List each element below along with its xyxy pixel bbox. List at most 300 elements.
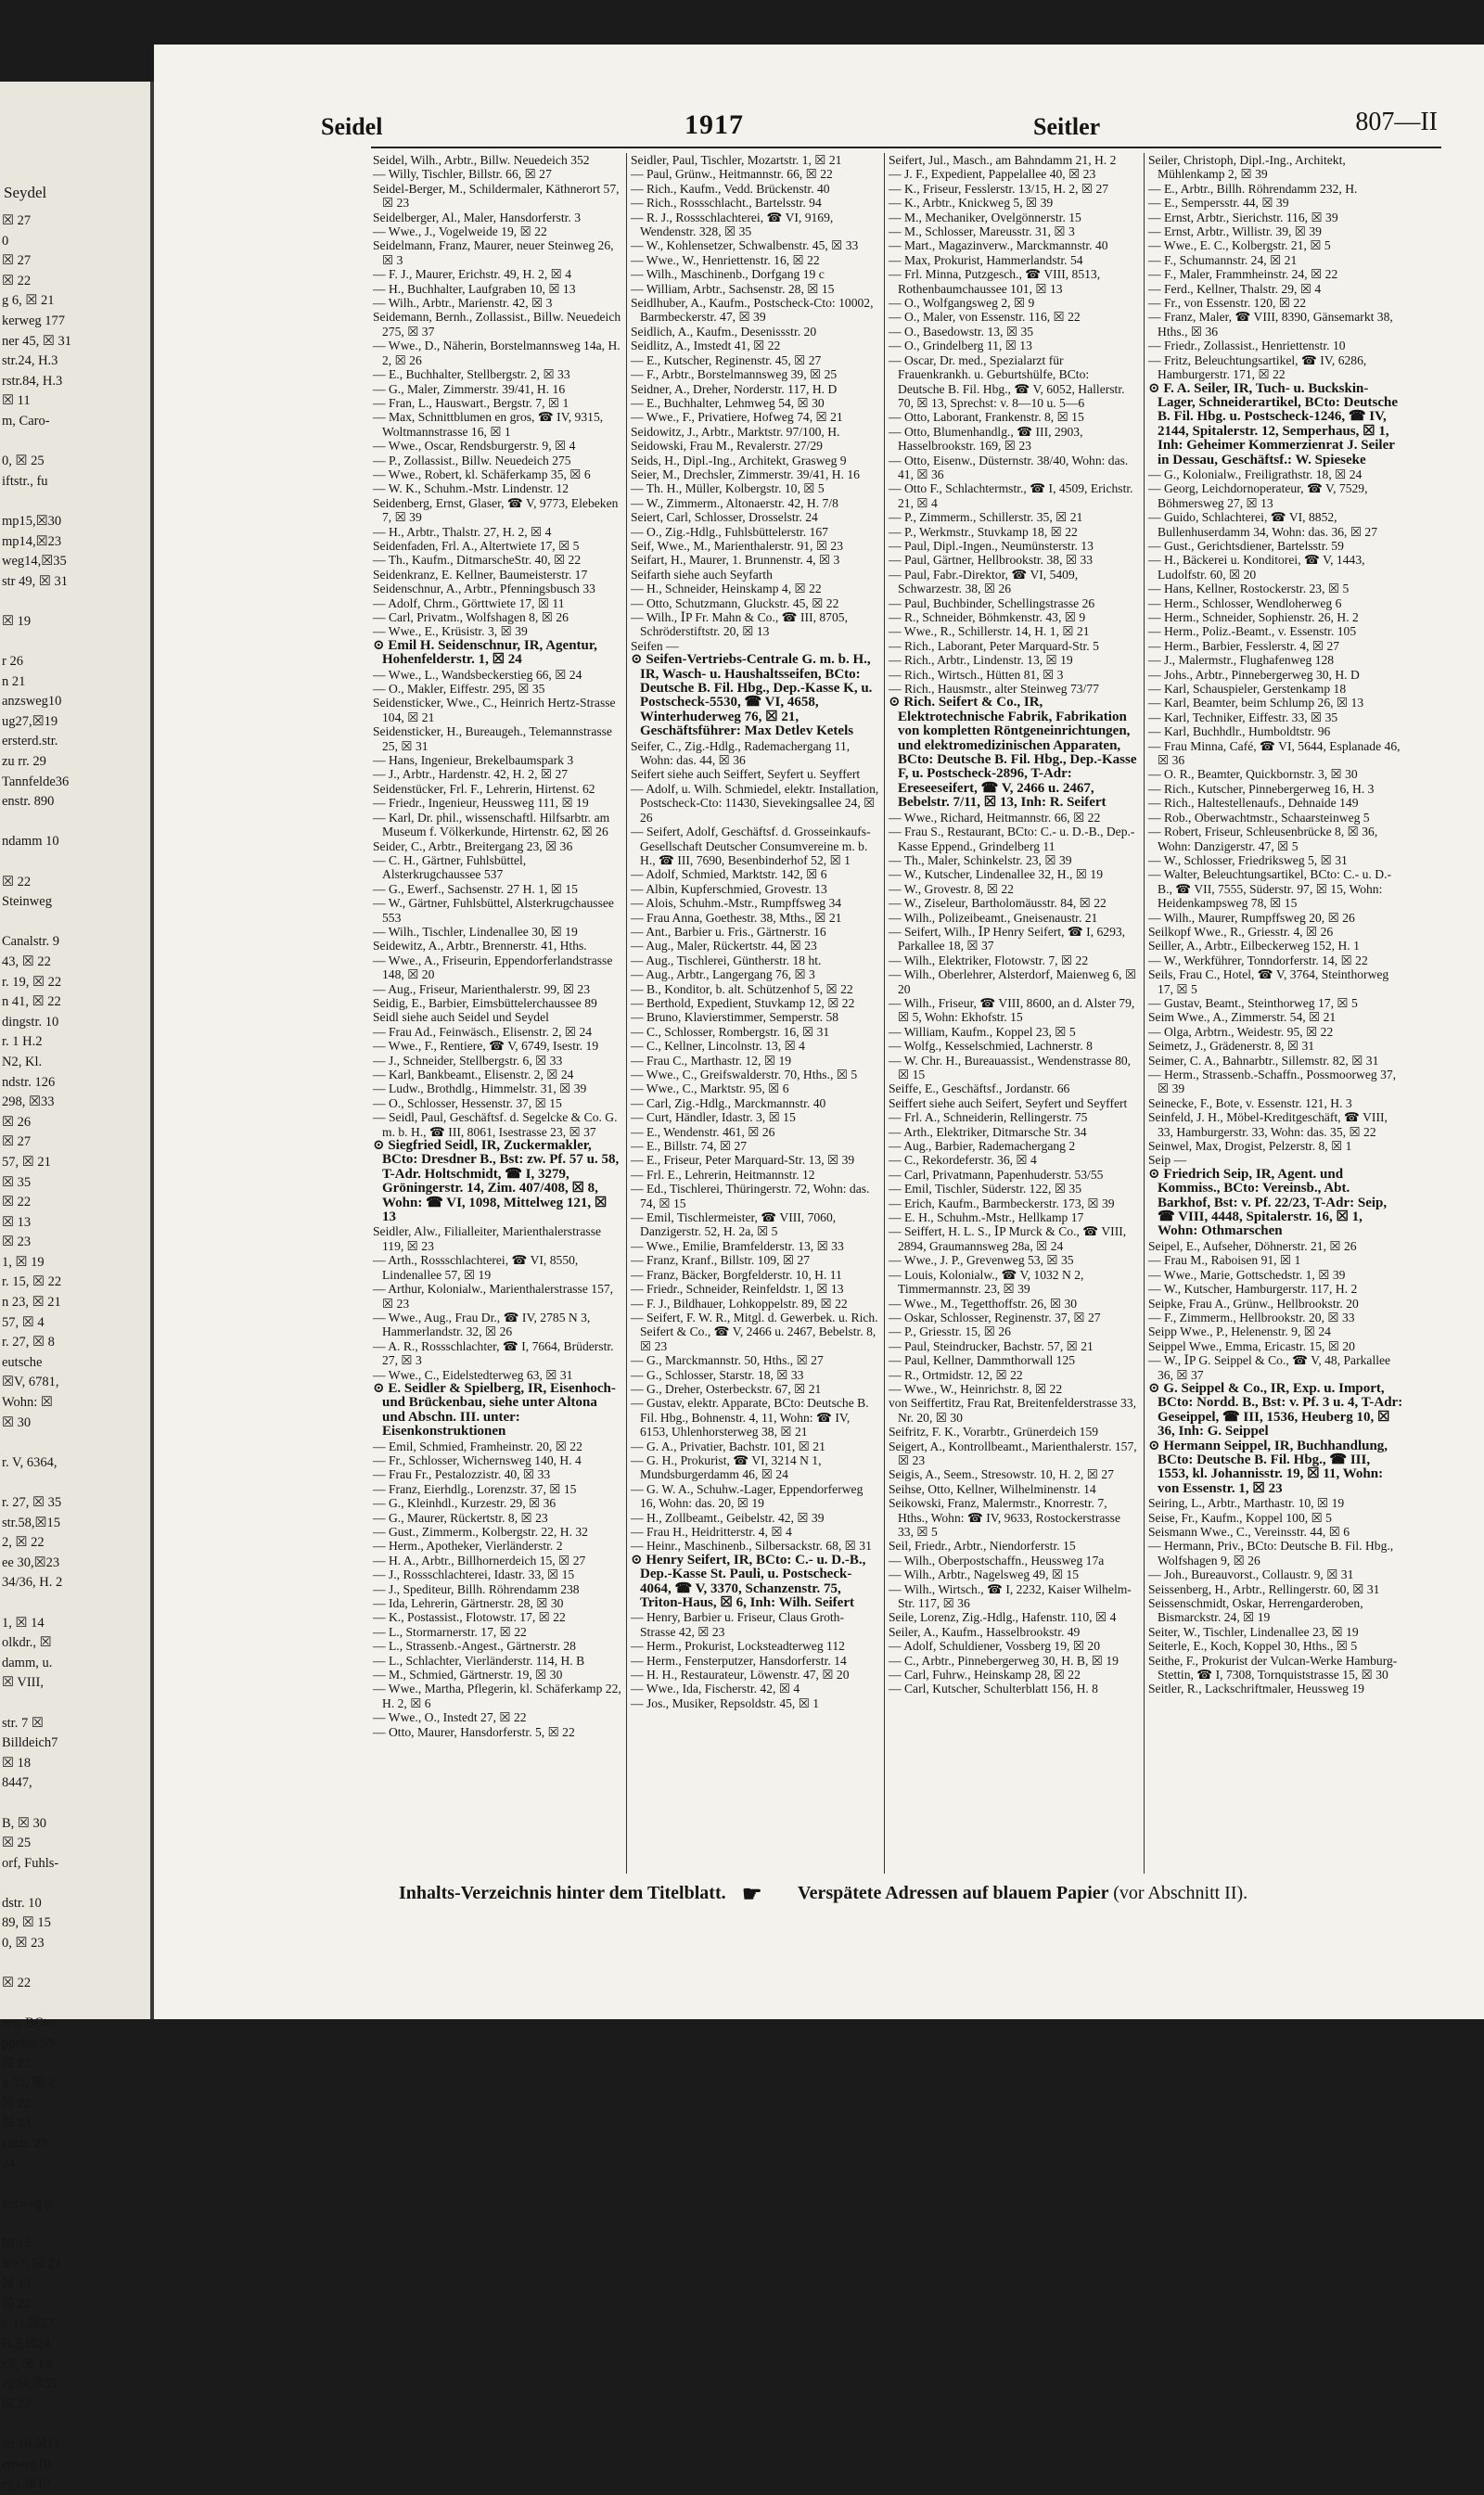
directory-column-4	[1148, 153, 1404, 1874]
facing-page-line: 57, ☒ 21	[2, 1154, 51, 1170]
facing-page-line: m, Caro-	[2, 413, 50, 429]
directory-entry: — Seidl, Paul, Geschäftsf. d. Segelcke & Co. G. m. b. H., ☎ III, 8061, Isestrasse 23, ☒ 37	[373, 1110, 618, 1139]
facing-page-line	[2, 492, 71, 512]
directory-entry: Seidlhuber, A., Kaufm., Postscheck-Cto: 10002, Barmbeckerstr. 47, ☒ 39	[631, 296, 874, 325]
facing-page-line: r 26	[2, 654, 23, 670]
directory-entry: — Frau H., Heidritterstr. 4, ☒ 4	[631, 1525, 792, 1539]
directory-entry: — Franz, Kranf., Billstr. 109, ☒ 27	[631, 1253, 811, 1268]
directory-entry: — Herm., Barbier, Fesslerstr. 4, ☒ 27	[1148, 638, 1340, 653]
facing-page-line: ☒ 13	[2, 2276, 32, 2292]
facing-page-line: eutsche	[2, 1354, 43, 1370]
directory-entry: — Fr., Schlosser, Wichernsweg 140, H. 4	[373, 1452, 582, 1467]
directory-entry: — Aug., Maler, Rückertstr. 44, ☒ 23	[631, 939, 817, 953]
facing-page-line: ndstr. 126	[2, 1074, 56, 1090]
directory-entry: — W. Chr. H., Bureauassist., Wendenstrasse 80, ☒ 15	[889, 1053, 1132, 1081]
facing-page-line	[2, 913, 71, 933]
directory-entry: — Aug., Arbtr., Langergang 76, ☒ 3	[631, 967, 815, 982]
directory-entry: — G., Ewerf., Sachsenstr. 27 H. 1, ☒ 15	[373, 881, 578, 896]
directory-entry: — Wwe., J. P., Grevenweg 53, ☒ 35	[889, 1253, 1074, 1268]
directory-entry: — Wilh., Wirtsch., ☎ I, 2232, Kaiser Wilhelm-Str. 117, ☒ 36	[889, 1581, 1132, 1611]
directory-entry: Seidler, Alw., Filialleiter, Marienthalerstrasse 119, ☒ 23	[373, 1224, 602, 1253]
directory-entry: — Franz, Eierhdlg., Lorenzstr. 37, ☒ 15	[373, 1481, 577, 1496]
directory-entry: — W., Werkführer, Tonndorferstr. 14, ☒ 22	[1148, 953, 1368, 967]
directory-entry: — Franz, Maler, ☎ VIII, 8390, Gänsemarkt 38, Hths., ☒ 36	[1148, 310, 1393, 339]
facing-page-line: Steinweg	[2, 894, 52, 910]
directory-entry: — Otto F., Schlachtermstr., ☎ I, 4509, Erichstr. 21, ☒ 4	[889, 481, 1133, 510]
directory-entry: — G., Maurer, Rückertstr. 8, ☒ 23	[373, 1510, 548, 1525]
directory-entry: — Wilh., Arbtr., Nagelsweg 49, ☒ 15	[889, 1567, 1080, 1582]
directory-entry: — Emil, Tischler, Süderstr. 122, ☒ 35	[889, 1182, 1082, 1196]
facing-page-line: ndamm 10	[2, 834, 59, 850]
column-divider	[884, 153, 885, 1874]
directory-entry: — G. A., Privatier, Bachstr. 101, ☒ 21	[631, 1439, 825, 1453]
directory-entry: Seidig, E., Barbier, Eimsbüttelerchaussee 89	[373, 995, 597, 1010]
column-divider	[626, 153, 627, 1874]
directory-entry: Seiler, A., Kaufm., Hasselbrookstr. 49	[889, 1624, 1081, 1639]
directory-entry: ⊙ Friedrich Seip, IR, Agent. und Kommiss., BCto: Vereinsb., Abt. Barkhof, Bst: v. Pf. 22/23, T-Adr: Seip, ☎ VIII, 4448, Spitalerstr. 16, ☒ 1, Wohn: Othmarschen	[1148, 1166, 1388, 1239]
directory-entry: — Ed., Tischlerei, Thüringerstr. 72, Wohn: das. 74, ☒ 15	[631, 1182, 870, 1210]
directory-entry: Seif, Wwe., M., Marienthalerstr. 91, ☒ 23	[631, 538, 844, 553]
directory-entry: — Heinr., Maschinenb., Silbersackstr. 68, ☒ 31	[631, 1539, 872, 1554]
directory-entry: — Wilh., Maurer, Rumpffsweg 20, ☒ 26	[1148, 910, 1355, 925]
directory-entry: — Herm., Schneider, Sophienstr. 26, H. 2	[1148, 610, 1359, 624]
directory-entry: — W., Ziseleur, Bartholomäusstr. 84, ☒ 22	[889, 896, 1107, 911]
directory-entry: — W., Kutscher, Lindenallee 32, H., ☒ 19	[889, 867, 1103, 882]
directory-entry: — G. W. A., Schuhw.-Lager, Eppendorferweg 16, Wohn: das. 20, ☒ 19	[631, 1481, 864, 1511]
facing-page-line: r.5, ☒ 19	[2, 2356, 52, 2372]
directory-entry: ⊙ Hermann Seippel, IR, Buchhandlung, BCto: Deutsche B. Fil. Hbg., ☎ III, 1553, kl. Johannisstr. 19, ☒ 11, Wohn: von Essenstr. 1, ☒ 23	[1148, 1438, 1388, 1496]
directory-entry: — Oskar, Schlosser, Reginenstr. 37, ☒ 27	[889, 1310, 1101, 1324]
directory-entry: — G., Dreher, Osterbeckstr. 67, ☒ 21	[631, 1381, 822, 1396]
directory-entry: — O., Maler, von Essenstr. 116, ☒ 22	[889, 310, 1081, 325]
facing-page-line: 34/36, H. 2	[2, 1575, 63, 1591]
directory-entry: — Arth., Elektriker, Ditmarsche Str. 34	[889, 1124, 1087, 1139]
directory-entry: — Seifert, Wilh., ⅠP Henry Seifert, ☎ I, 6293, Parkallee 18, ☒ 37	[889, 924, 1126, 953]
directory-entry: — Wwe., C., Greifswalderstr. 70, Hths., ☒ 5	[631, 1068, 858, 1081]
directory-entry: — Karl, Bankbeamt., Elisenstr. 2, ☒ 24	[373, 1068, 574, 1081]
directory-entry: — Wwe., R., Schillerstr. 14, H. 1, ☒ 21	[889, 624, 1090, 639]
facing-page-line: ☒ 27	[2, 1134, 32, 1150]
facing-page-line	[2, 1874, 71, 1894]
directory-entry: — C., Rekordeferstr. 36, ☒ 4	[889, 1153, 1037, 1168]
directory-entry: Seiler, Christoph, Dipl.-Ing., Architekt, Mühlenkamp 2, ☒ 39	[1148, 153, 1346, 182]
facing-page-line: ☒ 27	[2, 253, 32, 269]
facing-page-line: iftstr., fu	[2, 473, 48, 489]
directory-entry: — H., Zollbeamt., Geibelstr. 42, ☒ 39	[631, 1510, 825, 1525]
facing-page-line: g 6, ☒ 21	[2, 293, 55, 309]
directory-entry: — Ludw., Brothdlg., Himmelstr. 31, ☒ 39	[373, 1081, 587, 1096]
facing-page-line: H.5,☒24	[2, 2335, 51, 2351]
facing-page-line: r. V, 6364,	[2, 1454, 58, 1470]
directory-entry: — Frau S., Restaurant, BCto: C.- u. D.-B., Dep.-Kasse Eppend., Grindelberg 11	[889, 825, 1135, 853]
directory-entry: Seiffert siehe auch Seifert, Seyfert und Seyffert	[889, 1095, 1128, 1110]
directory-entry: — C., Schlosser, Rombergstr. 16, ☒ 31	[631, 1024, 830, 1039]
directory-entry: — Hermann, Priv., BCto: Deutsche B. Fil. Hbg., Wolfshagen 9, ☒ 26	[1148, 1539, 1394, 1567]
directory-entry: Seile, Lorenz, Zig.-Hdlg., Hafenstr. 110, ☒ 4	[889, 1610, 1117, 1625]
directory-entry: — Paul, Dipl.-Ingen., Neumünsterstr. 13	[889, 538, 1094, 553]
facing-page-line: Wohn: ☒	[2, 1395, 53, 1411]
pointing-hand-icon: ☛	[742, 1883, 762, 1907]
facing-page-line: Billdeich7	[2, 1735, 58, 1751]
directory-entry: — Otto, Blumenhandlg., ☎ III, 2903, Hasselbrookstr. 169, ☒ 23	[889, 424, 1083, 454]
directory-entry: — Wwe., J., Vogelweide 19, ☒ 22	[373, 224, 547, 239]
facing-page-line: ☒ 22	[2, 2055, 32, 2071]
directory-column-1	[373, 153, 621, 1874]
directory-entry: Seigis, A., Seem., Stresowstr. 10, H. 2, ☒ 27	[889, 1467, 1114, 1482]
facing-page-line: r. 27, ☒ 35	[2, 1495, 62, 1510]
directory-entry: — Friedr., Zollassist., Henriettenstr. 10	[1148, 339, 1346, 353]
directory-entry: — F., Schumannstr. 24, ☒ 21	[1148, 252, 1298, 267]
directory-entry: — P., Werkmstr., Stuvkamp 18, ☒ 22	[889, 524, 1078, 539]
facing-page-line: r. 15, ☒ 22	[2, 1274, 62, 1290]
facing-page-line: dstr. 10	[2, 1895, 42, 1911]
directory-entry: — Otto, Maurer, Hansdorferstr. 5, ☒ 22	[373, 1724, 575, 1739]
directory-entry: — Frl. A., Schneiderin, Rellingerstr. 75	[889, 1110, 1088, 1125]
directory-entry: — G., Kleinhdl., Kurzestr. 29, ☒ 36	[373, 1496, 556, 1511]
facing-page-line: 0	[2, 233, 9, 249]
directory-entry: — W., Kohlensetzer, Schwalbenstr. 45, ☒ 33	[631, 238, 859, 253]
facing-page-line: r. 1 H.2	[2, 1034, 43, 1050]
directory-entry: Seissenberg, H., Arbtr., Rellingerstr. 60, ☒ 31	[1148, 1581, 1380, 1596]
directory-entry: Seikowski, Franz, Malermstr., Knorrestr. 7, Hths., Wohn: ☎ IV, 9633, Rostockerstrasse 33, ☒ 5	[889, 1496, 1120, 1539]
facing-page-line: eg1,☒19	[2, 2476, 51, 2492]
facing-page-line: n 41, ☒ 22	[2, 994, 61, 1010]
directory-entry: Seinwel, Max, Drogist, Pelzerstr. 8, ☒ 1	[1148, 1139, 1352, 1154]
directory-entry: Seifritz, F. K., Vorarbtr., Grünerdeich 159	[889, 1425, 1099, 1439]
directory-entry: — Bruno, Klavierstimmer, Semperstr. 58	[631, 1010, 839, 1025]
facing-page-line: n 21	[2, 673, 26, 689]
directory-entry: Seiller, A., Arbtr., Eilbeckerweg 152, H. 1	[1148, 939, 1360, 953]
directory-entry: — Carl, Privatm., Wolfshagen 8, ☒ 26	[373, 610, 569, 624]
directory-entry: — E., Sempersstr. 44, ☒ 39	[1148, 196, 1289, 211]
directory-entry: Seidlich, A., Kaufm., Desenissstr. 20	[631, 324, 817, 339]
directory-entry: — Aug., Barbier, Rademachergang 2	[889, 1139, 1076, 1154]
directory-entry: — Louis, Kolonialw., ☎ V, 1032 N 2, Timmermannstr. 23, ☒ 39	[889, 1267, 1084, 1297]
facing-page-line: 1, ☒ 19	[2, 1254, 45, 1270]
facing-page-line: ☒ 26	[2, 1114, 32, 1130]
facing-page-line	[2, 592, 71, 612]
facing-page-line	[2, 852, 71, 873]
facing-page-line: 298, ☒33	[2, 1094, 55, 1110]
directory-entry: — E., Kutscher, Reginenstr. 45, ☒ 27	[631, 352, 822, 367]
facing-page-line	[2, 1794, 71, 1814]
directory-entry: von Seiffertitz, Frau Rat, Breitenfelderstrasse 33, Nr. 20, ☒ 30	[889, 1396, 1137, 1425]
directory-entry: Seimetz, J., Grädenerstr. 8, ☒ 31	[1148, 1039, 1315, 1054]
directory-entry: — Wwe., Martha, Pflegerin, kl. Schäferkamp 22, H. 2, ☒ 6	[373, 1682, 621, 1710]
directory-entry: — O., Grindelberg 11, ☒ 13	[889, 339, 1032, 353]
directory-entry: — Ida, Lehrerin, Gärtnerstr. 28, ☒ 30	[373, 1596, 564, 1611]
directory-entry: — Rich., Haltestellenaufs., Dehnaide 149	[1148, 796, 1359, 811]
facing-page	[0, 82, 160, 2492]
facing-page-line: ☒ 13	[2, 1214, 32, 1230]
directory-entry: — Wwe., F., Privatiere, Hofweg 74, ☒ 21	[631, 410, 843, 425]
facing-page-line: 24	[2, 2156, 16, 2171]
directory-entry: Seim Wwe., A., Zimmerstr. 54, ☒ 21	[1148, 1010, 1337, 1025]
directory-entry: Seihse, Otto, Kellner, Wilhelminenstr. 14	[889, 1481, 1096, 1496]
directory-entry: — Rich., Laborant, Peter Marquard-Str. 5	[889, 638, 1099, 653]
header-last-name: Seitler	[1033, 113, 1101, 140]
directory-entry: — Wwe., C., Eidelstedterweg 63, ☒ 31	[373, 1367, 573, 1382]
facing-page-header: Seydel	[4, 184, 47, 201]
directory-entry: — O., Schlosser, Hessenstr. 37, ☒ 15	[373, 1095, 562, 1110]
directory-entry: — L., Strassenb.-Angest., Gärtnerstr. 28	[373, 1639, 576, 1654]
directory-entry: Seier, M., Drechsler, Zimmerstr. 39/41, H. 16	[631, 467, 860, 481]
facing-page-line	[2, 2214, 71, 2234]
directory-entry: — Albin, Kupferschmied, Grovestr. 13	[631, 881, 827, 896]
directory-entry: — Willy, Tischler, Billstr. 66, ☒ 27	[373, 167, 552, 182]
directory-entry: — Wwe., Marie, Gottschedstr. 1, ☒ 39	[1148, 1267, 1346, 1282]
directory-entry: — J., Arbtr., Hardenstr. 42, H. 2, ☒ 27	[373, 767, 569, 782]
directory-entry: Seids, H., Dipl.-Ing., Architekt, Grasweg 9	[631, 453, 847, 467]
directory-entry: — O., Makler, Eiffestr. 295, ☒ 35	[373, 682, 545, 697]
facing-page-line: ☒ VIII,	[2, 1675, 44, 1691]
directory-entry: — Arth., Rossschlachterei, ☎ VI, 8550, Lindenallee 57, ☒ 19	[373, 1253, 579, 1282]
facing-page-line: enstr. 890	[2, 794, 55, 810]
directory-entry: — E., Friseur, Peter Marquard-Str. 13, ☒ 39	[631, 1153, 855, 1168]
directory-entry: — O., Wolfgangsweg 2, ☒ 9	[889, 296, 1035, 311]
directory-entry: — Karl, Techniker, Eiffestr. 33, ☒ 35	[1148, 710, 1338, 724]
directory-entry: — William, Arbtr., Sachsenstr. 28, ☒ 15	[631, 281, 835, 296]
directory-entry: — H., Arbtr., Thalstr. 27, H. 2, ☒ 4	[373, 524, 552, 539]
directory-entry: Seidlitz, A., Imstedt 41, ☒ 22	[631, 339, 781, 353]
directory-entry: Seils, Frau C., Hotel, ☎ V, 3764, Steinthorweg 17, ☒ 5	[1148, 967, 1389, 996]
directory-entry: — Carl, Kutscher, Schulterblatt 156, H. 8	[889, 1682, 1098, 1696]
directory-entry: — Herm., Fensterputzer, Hansdorferstr. 14	[631, 1653, 847, 1668]
facing-page-line	[2, 1473, 71, 1493]
directory-entry: — K., Postassist., Flotowstr. 17, ☒ 22	[373, 1610, 566, 1625]
directory-entry: — M., Schmied, Gärtnerstr. 19, ☒ 30	[373, 1668, 563, 1683]
directory-entry: — R., Ortmidstr. 12, ☒ 22	[889, 1367, 1023, 1382]
directory-entry: — F., Zimmerm., Hellbrookstr. 20, ☒ 33	[1148, 1310, 1355, 1324]
facing-page-line: str.16,☒11	[2, 2436, 60, 2451]
facing-page-line: ☒ 25	[2, 1836, 32, 1851]
directory-entry: Seidner, A., Dreher, Norderstr. 117, H. D	[631, 381, 838, 396]
directory-entry: ⊙ F. A. Seiler, IR, Tuch- u. Buckskin-Lager, Schneiderartikel, BCto: Deutsche B. Fil. Hbg. u. Postscheck-1246, ☎ IV, 2144, Spitalerstr. 12, Semperhaus, ☒ 1, Inh: Geheimer Kommerzienrat J. Seiler in Dessau, Geschäftsf.: W. Spieseke	[1148, 380, 1398, 467]
directory-entry: — W., Gärtner, Fuhlsbüttel, Alsterkrugchaussee 553	[373, 896, 614, 925]
directory-entry: Seidenstücker, Frl. F., Lehrerin, Hirtenst. 62	[373, 781, 595, 796]
directory-entry: — W., Schlosser, Friedriksweg 5, ☒ 31	[1148, 852, 1348, 867]
directory-entry: ⊙ Rich. Seifert & Co., IR, Elektrotechnische Fabrik, Fabrikation von kompletten Röntgeneinrichtungen, und elektromedizinischen Apparaten, BCto: Deutsche B. Fil. Hbg., Dep.-Kasse F, u. Postscheck-2896, T-Adr: Ereseeseifert, ☎ V, 2466 u. 2467, Bebelstr. 7/11, ☒ 13, Inh: R. Seifert	[889, 695, 1137, 811]
facing-page-line: ner 45, ☒ 31	[2, 333, 72, 349]
directory-entry: — R., Schneider, Böhmkenstr. 43, ☒ 9	[889, 610, 1086, 624]
directory-entry: ⊙ Seifen-Vertriebs-Centrale G. m. b. H., IR, Wasch- u. Haushaltsseifen, BCto: Deutsche B. Fil. Hbg., Dep.-Kasse K, u. Postscheck-5530, ☎ VI, 4658, Winterhuderweg 76, ☒ 21, Geschäftsführer: Max Detlev Ketels	[631, 652, 873, 739]
directory-entry: — Mart., Magazinverw., Marckmannstr. 40	[889, 238, 1108, 253]
facing-page-line: mp15,☒30	[2, 513, 62, 529]
directory-entry: — Paul, Steindrucker, Bachstr. 57, ☒ 21	[889, 1338, 1094, 1353]
directory-entry: — O., Zig.-Hdlg., Fuhlsbüttelerstr. 167	[631, 524, 828, 539]
facing-page-line: str.24, H.3	[2, 353, 58, 369]
directory-entry: Seigert, A., Kontrollbeamt., Marienthalerstr. 157, ☒ 23	[889, 1439, 1137, 1467]
directory-entry: — Ant., Barbier u. Fris., Gärtnerstr. 16	[631, 924, 826, 939]
directory-entry: Seismann Wwe., C., Vereinsstr. 44, ☒ 6	[1148, 1525, 1350, 1539]
directory-entry: — Rich., Kutscher, Pinnebergerweg 16, H. 3	[1148, 781, 1375, 796]
header-rule	[371, 147, 1441, 148]
directory-entry: — Wwe., F., Rentiere, ☎ V, 6749, Isestr. 19	[373, 1039, 599, 1054]
directory-entry: Seidenfaden, Frl. A., Altertwiete 17, ☒ 5	[373, 538, 580, 553]
directory-entry: — Frau M., Raboisen 91, ☒ 1	[1148, 1253, 1301, 1268]
directory-entry: — Wwe., Robert, kl. Schäferkamp 35, ☒ 6	[373, 467, 591, 481]
facing-page-line: ug27,☒19	[2, 713, 58, 729]
facing-page-line: ☒ 22	[2, 2396, 32, 2412]
directory-entry: — Fr., von Essenstr. 120, ☒ 22	[1148, 296, 1307, 311]
directory-entry: — H., Schneider, Heinskamp 4, ☒ 22	[631, 582, 822, 596]
facing-page-line: 57, ☒ 4	[2, 1314, 45, 1330]
facing-page-line: ☒ 35	[2, 1174, 32, 1190]
directory-entry: Seinfeld, J. H., Möbel-Kreditgeschäft, ☎ VIII, 33, Hamburgerstr. 33, Wohn: das. 35, ☒ 22	[1148, 1110, 1388, 1139]
facing-page-line: ☒ 15	[2, 2235, 32, 2251]
directory-entry: — Guido, Schlachterei, ☎ VI, 8852, Bullenhuserdamm 34, Wohn: das. 36, ☒ 27	[1148, 510, 1378, 539]
directory-entry: — Paul, Buchbinder, Schellingstrasse 26	[889, 595, 1095, 610]
directory-entry: — Wwe., L., Wandsbeckerstieg 66, ☒ 24	[373, 667, 582, 682]
facing-page-line: r. 19, ☒ 22	[2, 974, 62, 990]
directory-entry: — Wilh., Arbtr., Marienstr. 42, ☒ 3	[373, 296, 553, 311]
directory-entry: — W., Zimmerm., Altonaerstr. 42, H. 7/8	[631, 495, 838, 510]
directory-entry: Seifart, H., Maurer, 1. Brunnenstr. 4, ☒ 3	[631, 553, 840, 568]
directory-entry: — Gust., Gerichtsdiener, Bartelsstr. 59	[1148, 538, 1344, 553]
directory-entry: — Carl, Fuhrw., Heinskamp 28, ☒ 22	[889, 1668, 1081, 1683]
directory-entry: — Otto, Schutzmann, Gluckstr. 45, ☒ 22	[631, 595, 839, 610]
column-divider	[1144, 153, 1145, 1874]
facing-page-line: ☒ 22	[2, 874, 32, 889]
facing-page-line	[2, 1954, 71, 1975]
directory-entry: — G., Maler, Zimmerstr. 39/41, H. 16	[373, 381, 566, 396]
directory-entry: — Max, Schnittblumen en gros, ☎ IV, 9315, Woltmannstrasse 16, ☒ 1	[373, 410, 604, 439]
directory-entry: — Gustav, elektr. Apparate, BCto: Deutsche B. Fil. Hbg., Bohnenstr. 4, 11, Wohn: ☎ IV, 6153, Uhlenhorsterweg 38, ☒ 21	[631, 1396, 869, 1439]
directory-entry: — Aug., Friseur, Marienthalerstr. 99, ☒ 23	[373, 981, 591, 996]
directory-entry: — C., Kellner, Lincolnstr. 13, ☒ 4	[631, 1039, 805, 1054]
directory-entry: — W., Kutscher, Hamburgerstr. 117, H. 2	[1148, 1282, 1358, 1297]
directory-entry: — K., Arbtr., Knickweg 5, ☒ 39	[889, 196, 1054, 211]
directory-entry: — Frl. E., Lehrerin, Heitmannstr. 12	[631, 1167, 815, 1182]
directory-entry: — Robert, Friseur, Schleusenbrücke 8, ☒ 36, Wohn: Danzigerstr. 47, ☒ 5	[1148, 825, 1378, 853]
directory-entry: — Frau Fr., Pestalozzistr. 40, ☒ 33	[373, 1467, 551, 1482]
directory-entry: — Wilh., Tischler, Lindenallee 30, ☒ 19	[373, 924, 578, 939]
directory-entry: — Otto, Laborant, Frankenstr. 8, ☒ 15	[889, 410, 1084, 425]
facing-page-line: ner, BCto:	[2, 2015, 58, 2031]
directory-entry: Seider, C., Arbtr., Breitergang 23, ☒ 36	[373, 838, 573, 853]
directory-entry: — Adolf, Chrm., Görttwiete 17, ☒ 11	[373, 595, 565, 610]
directory-entry: Seidel-Berger, M., Schildermaler, Käthnerort 57, ☒ 23	[373, 181, 620, 211]
facing-page-line: olkdr., ☒	[2, 1635, 52, 1651]
facing-page-line: str 49, ☒ 31	[2, 573, 68, 589]
facing-page-line: ☒ 22	[2, 1976, 32, 1991]
facing-page-line: n 23, ☒ 21	[2, 1295, 61, 1311]
facing-page-line: N2, Kl.	[2, 1054, 43, 1069]
directory-entry: — Oscar, Dr. med., Spezialarzt für Frauenkrankh. u. Geburtshülfe, BCto: Deutsche B. Fil. Hbg., ☎ V, 6052, Hallerstr. 70, ☒ 13, Sprechst: v. 8—10 u. 5—6	[889, 352, 1125, 410]
directory-entry: — L., Stormarnerstr. 17, ☒ 22	[373, 1624, 527, 1639]
directory-entry: Seidler, Paul, Tischler, Mozartstr. 1, ☒ 21	[631, 153, 842, 167]
directory-entry: — Walter, Beleuchtungsartikel, BCto: C.- u. D.-B., ☎ VII, 7555, Süderstr. 97, ☒ 15, Wohn: Heidenkampsweg 78, ☒ 15	[1148, 867, 1392, 911]
directory-entry: — Rich., Hausmstr., alter Steinweg 73/77	[889, 682, 1099, 697]
footer-index-note: Inhalts-Verzeichnis hinter dem Titelblatt.	[399, 1883, 726, 1903]
directory-entry: — Max, Prokurist, Hammerlandstr. 54	[889, 252, 1083, 267]
directory-entry: — A. R., Rossschlachter, ☎ I, 7664, Brüderstr. 27, ☒ 3	[373, 1338, 614, 1368]
facing-page-line: ☒ 22	[2, 273, 32, 288]
directory-entry: — O., Basedowstr. 13, ☒ 35	[889, 324, 1034, 339]
facing-page-line: 89, ☒ 15	[2, 1915, 51, 1931]
page-header	[139, 104, 1447, 141]
directory-entry: — Wolfg., Kesselschmied, Lachnerstr. 8	[889, 1039, 1093, 1054]
directory-entry: — Jos., Musiker, Repsoldstr. 45, ☒ 1	[631, 1695, 820, 1710]
directory-entry: — Frau C., Marthastr. 12, ☒ 19	[631, 1053, 792, 1068]
directory-entry: — F., Maler, Frammheinstr. 24, ☒ 22	[1148, 267, 1338, 282]
directory-entry: — Karl, Dr. phil., wissenschaftl. Hilfsarbtr. am Museum f. Völkerkunde, Hirtenstr. 62, ☒ 26	[373, 810, 610, 839]
directory-entry: — E., Arbtr., Billh. Röhrendamm 232, H.	[1148, 181, 1358, 196]
facing-page-line: 2, ☒ 22	[2, 1535, 45, 1551]
facing-page-line: str.58,☒15	[2, 1515, 60, 1530]
directory-entry: — P., Zimmerm., Schillerstr. 35, ☒ 21	[889, 510, 1083, 525]
facing-page-lines	[2, 211, 71, 2495]
facing-page-line: r. 27, ☒ 8	[2, 1335, 55, 1350]
directory-entry: Seiring, L., Arbtr., Marthastr. 10, ☒ 19	[1148, 1496, 1345, 1511]
directory-entry: — Wwe., D., Näherin, Borstelmannsweg 14a, H. 2, ☒ 26	[373, 339, 620, 367]
facing-page-line: str. 7 ☒	[2, 1715, 44, 1731]
directory-entry: Seidenkranz, E. Kellner, Baumeisterstr. 17	[373, 567, 588, 582]
directory-column-3	[889, 153, 1139, 1874]
facing-page-line: ☒ 23	[2, 2116, 32, 2131]
directory-entry: — C. H., Gärtner, Fuhlsbüttel, Alsterkrugchaussee 537	[373, 852, 527, 882]
facing-page-line: 8447,	[2, 1775, 32, 1791]
directory-entry: — W. K., Schuhm.-Mstr. Lindenstr. 12	[373, 481, 569, 496]
facing-page-line: eg24,☒35	[2, 2376, 58, 2392]
facing-page-line: ☒V, 6781,	[2, 1375, 59, 1390]
directory-entry: Seidemann, Bernh., Zollassist., Billw. Neuedeich 275, ☒ 37	[373, 310, 621, 339]
directory-entry: — G. H., Prokurist, ☎ VI, 3214 N 1, Mundsburgerdamm 46, ☒ 24	[631, 1452, 822, 1482]
directory-entry: — Ernst, Arbtr., Willistr. 39, ☒ 39	[1148, 224, 1322, 239]
directory-entry: — Wwe., O., Instedt 27, ☒ 22	[373, 1710, 527, 1725]
directory-entry: — Adolf, Schmied, Marktstr. 142, ☒ 6	[631, 867, 827, 882]
directory-entry: — Erich, Kaufm., Barmbeckerstr. 173, ☒ 39	[889, 1196, 1115, 1210]
directory-entry: — Rob., Oberwachtmstr., Schaarsteinweg 5	[1148, 810, 1370, 825]
directory-entry: Seidelmann, Franz, Maurer, neuer Steinweg 26, ☒ 3	[373, 238, 614, 267]
directory-entry: — Berthold, Expedient, Stuvkamp 12, ☒ 22	[631, 995, 855, 1010]
directory-entry: — Karl, Schauspieler, Gerstenkamp 18	[1148, 682, 1347, 697]
facing-page-line: ☒ 11	[2, 393, 31, 409]
directory-entry: — Friedr., Schneider, Reinfeldstr. 1, ☒ 13	[631, 1282, 844, 1297]
directory-entry: Seithe, F., Prokurist der Vulcan-Werke Hamburg-Stettin, ☎ I, 7308, Tornquiststrasse 15, ☒ 30	[1148, 1653, 1398, 1683]
facing-page-line: kerweg 177	[2, 313, 66, 328]
directory-entry: — Th. H., Müller, Kolbergstr. 10, ☒ 5	[631, 481, 825, 496]
directory-entry: Seissenschmidt, Oskar, Herrengarderoben, Bismarckstr. 24, ☒ 19	[1148, 1596, 1363, 1625]
directory-entry: Seise, Fr., Kaufm., Koppel 100, ☒ 5	[1148, 1510, 1332, 1525]
directory-entry: — W., ⅠP G. Seippel & Co., ☎ V, 48, Parkallee 36, ☒ 37	[1148, 1353, 1391, 1382]
directory-entry: Seippel Wwe., Emma, Ericastr. 15, ☒ 20	[1148, 1338, 1355, 1353]
header-year: 1917	[684, 109, 744, 140]
directory-entry: Seidl siehe auch Seidel und Seydel	[373, 1010, 549, 1025]
facing-page-line	[2, 1593, 71, 1614]
directory-entry: — J., Schneider, Stellbergstr. 6, ☒ 33	[373, 1053, 563, 1068]
directory-entry: — Olga, Arbtrn., Weidestr. 95, ☒ 22	[1148, 1024, 1334, 1039]
directory-entry: — Wwe., W., Heinrichstr. 8, ☒ 22	[889, 1381, 1063, 1396]
directory-entry: — Frau Minna, Café, ☎ VI, 5644, Esplanade 46, ☒ 36	[1148, 738, 1401, 768]
directory-entry: — Wwe., W., Henriettenstr. 16, ☒ 22	[631, 252, 820, 267]
directory-entry: — F. J., Maurer, Erichstr. 49, H. 2, ☒ 4	[373, 267, 572, 282]
directory-entry: Seilkopf Wwe., R., Griesstr. 4, ☒ 26	[1148, 924, 1334, 939]
facing-page-line: ☒ 27	[2, 213, 32, 228]
directory-entry: — Rich., Wirtsch., Hütten 81, ☒ 3	[889, 667, 1064, 682]
directory-entry: — E. H., Schuhm.-Mstr., Hellkamp 17	[889, 1210, 1084, 1225]
facing-page-line: 43, ☒ 22	[2, 953, 51, 969]
directory-entry: ⊙ Henry Seifert, IR, BCto: C.- u. D.-B., Dep.-Kasse St. Pauli, u. Postscheck-4064, ☎ V, 3370, Schanzenstr. 75, Triton-Haus, ☒ 6, Inh: Wilh. Seifert	[631, 1552, 866, 1611]
directory-entry: — H. A., Arbtr., Billhornerdeich 15, ☒ 27	[373, 1553, 586, 1567]
directory-entry: Seidensticker, Wwe., C., Heinrich Hertz-Strasse 104, ☒ 21	[373, 696, 616, 724]
facing-page-line: ☒ 22	[2, 1195, 32, 1210]
facing-page-line: ☒ 22	[2, 2095, 32, 2111]
directory-entry: Seimer, C. A., Bahnarbtr., Sillemstr. 82, ☒ 31	[1148, 1053, 1379, 1068]
directory-entry: Seifen —	[631, 638, 679, 653]
directory-entry: — O. R., Beamter, Quickbornstr. 3, ☒ 30	[1148, 767, 1358, 782]
directory-entry: — J., Rossschlachterei, Idastr. 33, ☒ 15	[373, 1567, 575, 1582]
